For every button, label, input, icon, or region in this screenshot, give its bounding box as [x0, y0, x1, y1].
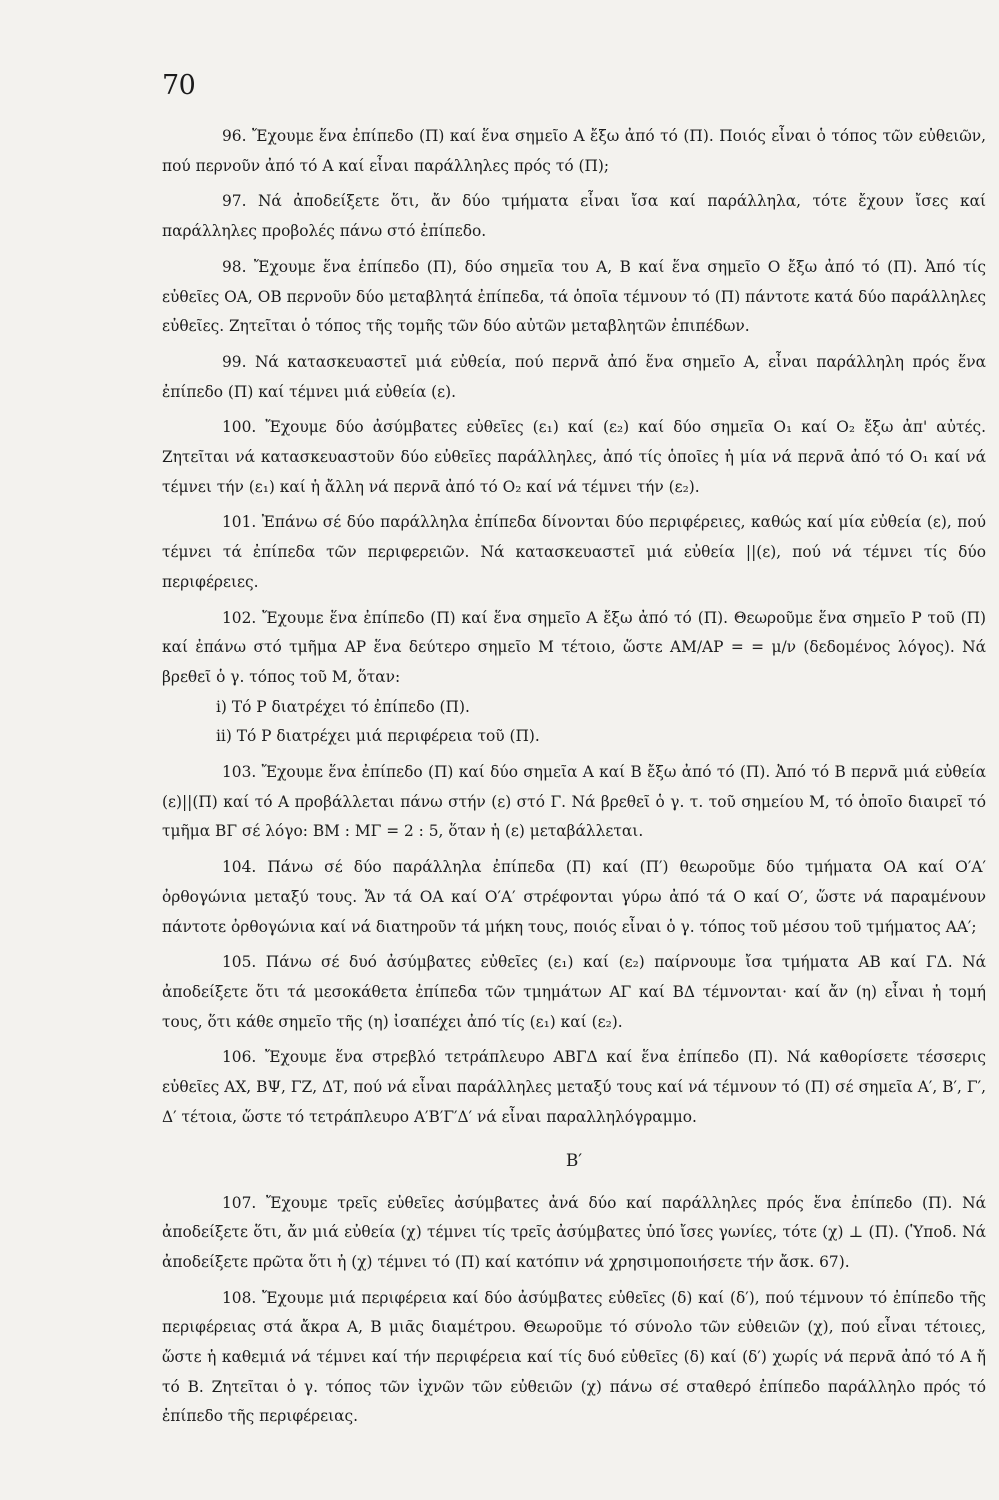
exercise-101: 101. Ἐπάνω σέ δύο παράλληλα ἐπίπεδα δίνονται δύο περιφέρειες, καθώς καί μία εὐθεία (ε), πού τέμνει τά ἐπίπεδα τῶν περιφερειῶν. Νά κατασκευαστεῖ μιά εὐθεία ||(ε), πού νά τέμνει τίς δύο περιφέρειες.	[162, 513, 986, 591]
exercise-104: 104. Πάνω σέ δύο παράλληλα ἐπίπεδα (Π) καί (Π′) θεωροῦμε δύο τμήματα ΟΑ καί Ο′Α′ ὀρθογώνια μεταξύ τους. Ἄν τά ΟΑ καί Ο′Α′ στρέφονται γύρω ἀπό τά Ο καί Ο′, ὥστε νά παραμένουν πάντοτε ὀρθογώνια καί νά διατηροῦν τά μήκη τους, ποιός εἶναι ὁ γ. τόπος τοῦ μέσου τοῦ τμήματος ΑΑ′;	[162, 858, 986, 936]
exercise-106: 106. Ἔχουμε ἕνα στρεβλό τετράπλευρο ΑΒΓΔ καί ἕνα ἐπίπεδο (Π). Νά καθορίσετε τέσσερις εὐθεῖες ΑΧ, ΒΨ, ΓΖ, ΔΤ, πού νά εἶναι παράλληλες μεταξύ τους καί νά τέμνουν τό (Π) σέ σημεῖα Α′, Β′, Γ′, Δ′ τέτοια, ὥστε τό τετράπλευρο Α′Β′Γ′Δ′ νά εἶναι παραλληλόγραμμο.	[162, 1048, 986, 1126]
exercise-list	[162, 122, 986, 1438]
exercise-103: 103. Ἔχουμε ἕνα ἐπίπεδο (Π) καί δύο σημεῖα Α καί Β ἔξω ἀπό τό (Π). Ἀπό τό Β περνᾶ μιά εὐθεία (ε)||(Π) καί τό Α προβάλλεται πάνω στήν (ε) στό Γ. Νά βρεθεῖ ὁ γ. τ. τοῦ σημείου Μ, τό ὁποῖο διαιρεῖ τό τμῆμα ΒΓ σέ λόγο: ΒΜ : ΜΓ = 2 : 5, ὅταν ἡ (ε) μεταβάλλεται.	[162, 763, 986, 841]
exercise-99: 99. Νά κατασκευαστεῖ μιά εὐθεία, πού περνᾶ ἀπό ἕνα σημεῖο Α, εἶναι παράλληλη πρός ἕνα ἐπίπεδο (Π) καί τέμνει μιά εὐθεία (ε).	[162, 352, 986, 401]
exercise-96: 96. Ἔχουμε ἕνα ἐπίπεδο (Π) καί ἕνα σημεῖο Α ἔξω ἀπό τό (Π). Ποιός εἶναι ὁ τόπος τῶν εὐθειῶν, πού περνοῦν ἀπό τό Α καί εἶναι παράλληλες πρός τό (Π);	[162, 127, 986, 175]
page-number: 70	[162, 70, 196, 101]
exercise-97: 97. Νά ἀποδείξετε ὅτι, ἄν δύο τμήματα εἶναι ἴσα καί παράλληλα, τότε ἔχουν ἴσες καί παράλληλες προβολές πάνω στό ἐπίπεδο.	[162, 192, 986, 241]
exercise-102-item-ii: ii) Τό Ρ διατρέχει μιά περιφέρεια τοῦ (Π).	[216, 727, 540, 746]
exercise-102-item-i: i) Τό Ρ διατρέχει τό ἐπίπεδο (Π).	[216, 697, 470, 716]
section-heading: Β′	[565, 1150, 583, 1171]
exercise-102: 102. Ἔχουμε ἕνα ἐπίπεδο (Π) καί ἕνα σημεῖο Α ἔξω ἀπό τό (Π). Θεωροῦμε ἕνα σημεῖο Ρ τοῦ (Π) καί ἐπάνω στό τμῆμα ΑΡ ἕνα δεύτερο σημεῖο Μ τέτοιο, ὥστε ΑΜ/ΑΡ = = μ/ν (δεδομένος λόγος). Νά βρεθεῖ ὁ γ. τόπος τοῦ Μ, ὅταν:	[162, 608, 986, 686]
exercise-98: 98. Ἔχουμε ἕνα ἐπίπεδο (Π), δύο σημεῖα του Α, Β καί ἕνα σημεῖο Ο ἔξω ἀπό τό (Π). Ἀπό τίς εὐθεῖες ΟΑ, ΟΒ περνοῦν δύο μεταβλητά ἐπίπεδα, τά ὁποῖα τέμνουν τό (Π) πάντοτε κατά δύο παράλληλες εὐθεῖες. Ζητεῖται ὁ τόπος τῆς τομῆς τῶν δύο αὐτῶν μεταβλητῶν ἐπιπέδων.	[162, 257, 986, 336]
exercise-107: 107. Ἔχουμε τρεῖς εὐθεῖες ἀσύμβατες ἀνά δύο καί παράλληλες πρός ἕνα ἐπίπεδο (Π). Νά ἀποδείξετε ὅτι, ἄν μιά εὐθεία (χ) τέμνει τίς τρεῖς ἀσύμβατες ὑπό ἴσες γωνίες, τότε (χ) ⊥ (Π). (Ὑποδ. Νά ἀποδείξετε πρῶτα ὅτι ἡ (χ) τέμνει τό (Π) καί κατόπιν νά χρησιμοποιήσετε τήν ἄσκ. 67).	[162, 1193, 986, 1271]
exercise-100: 100. Ἔχουμε δύο ἀσύμβατες εὐθεῖες (ε₁) καί (ε₂) καί δύο σημεῖα Ο₁ καί Ο₂ ἔξω ἀπ' αὐτές. Ζητεῖται νά κατασκευαστοῦν δύο εὐθεῖες παράλληλες, ἀπό τίς ὁποῖες ἡ μία νά περνᾶ ἀπό τό Ο₁ καί νά τέμνει τήν (ε₁) καί ἡ ἄλλη νά περνᾶ ἀπό τό Ο₂ καί νά τέμνει τήν (ε₂).	[162, 418, 986, 496]
exercise-108: 108. Ἔχουμε μιά περιφέρεια καί δύο ἀσύμβατες εὐθεῖες (δ) καί (δ′), πού τέμνουν τό ἐπίπεδο τῆς περιφέρειας στά ἄκρα Α, Β μιᾶς διαμέτρου. Θεωροῦμε τό σύνολο τῶν εὐθειῶν (χ), πού εἶναι τέτοιες, ὥστε ἡ καθεμιά νά τέμνει καί τήν περιφέρεια καί τίς δυό εὐθεῖες (δ) καί (δ′) χωρίς νά περνᾶ ἀπό τό Α ἤ τό Β. Ζητεῖται ὁ γ. τόπος τῶν ἰχνῶν τῶν εὐθειῶν (χ) πάνω σέ σταθερό ἐπίπεδο παράλληλο πρός τό ἐπίπεδο τῆς περιφέρειας.	[162, 1288, 986, 1426]
exercise-105: 105. Πάνω σέ δυό ἀσύμβατες εὐθεῖες (ε₁) καί (ε₂) παίρνουμε ἴσα τμήματα ΑΒ καί ΓΔ. Νά ἀποδείξετε ὅτι τά μεσοκάθετα ἐπίπεδα τῶν τμημάτων ΑΓ καί ΒΔ τέμνονται· καί ἄν (η) εἶναι ἡ τομή τους, ὅτι κάθε σημεῖο τῆς (η) ἰσαπέχει ἀπό τίς (ε₁) καί (ε₂).	[162, 953, 986, 1031]
